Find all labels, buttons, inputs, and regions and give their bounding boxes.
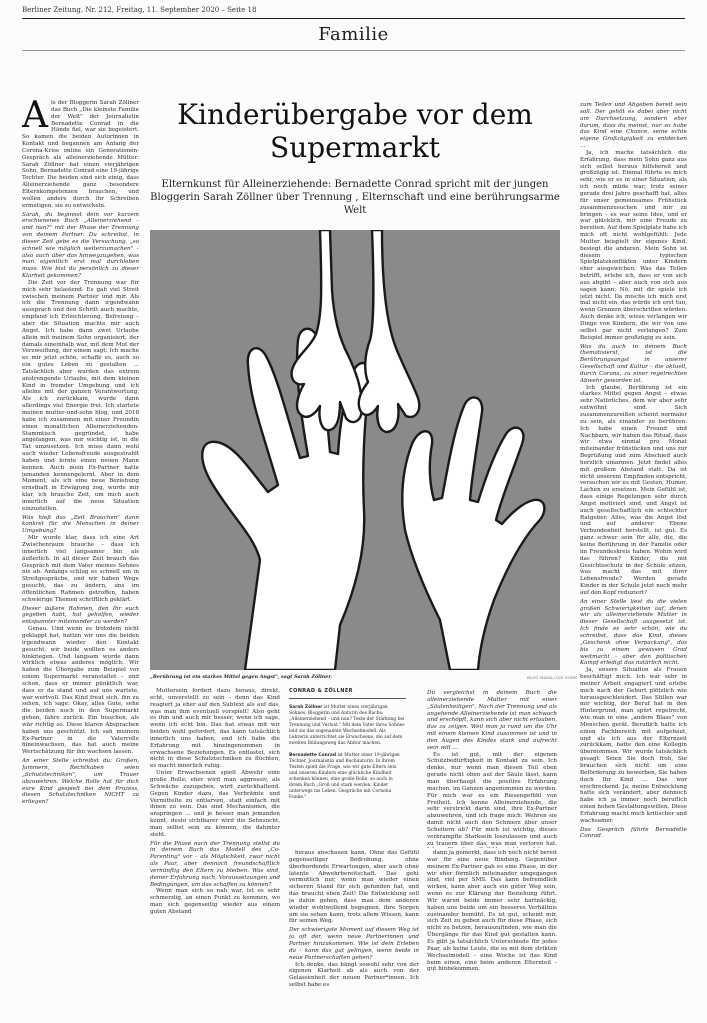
infobox-text: ist Mutter eines vierjährigen Sohnes, Bloggerin und Autorin des Buchs: „Alleinerziehend – und nun? Texte der Stärkung bei Trennung und Verlust." Mit dem Vater ihres Sohnes lebt sie das sogenannte Wechselmodell. Als Lehrerin unterrichtet sie Erwachsene, die auf dem zweiten Bildungsweg das Abitur machen. [289, 705, 405, 746]
photo-caption: „Berührung ist ein starkes Mittel gegen Angst", sagt Sarah Zöllner. [150, 674, 333, 680]
lead-text: ls der Bloggerin Sarah Zöllner das Buch „Die kleinste Familie der Welt" der Journalistin Bernadette Conrad in die Hände fiel, war sie begeistert. So kamen die beiden Autorinnen in Kontakt und begannen am Anfang der Corona-Krise online ein Generationen-Gespräch als alleinerziehende Mütter: Sarah Zöllner hat einen vierjährigen Sohn, Bernadette Conrad eine 19-jährige Tochter. Die beiden sind sich einig, dass Alleinerziehende ganz besondere Elternkompetenzen brauchen, und wollen andere durch ihr Schreiben ermutigen, sie zu entwickeln. [22, 100, 139, 209]
hands-illustration [150, 230, 560, 670]
article-paragraph: Wenn man sich so nah war, ist es sehr schmerzlig, an einen Punkt zu kommen, wo man sich gegenseitig wieder aus einem guten Abstand [150, 888, 280, 915]
article-photo [150, 230, 560, 670]
text-column-6 [580, 100, 687, 1006]
infobox-title: CONRAD & ZÖLLNER [289, 688, 353, 694]
article-paragraph: dann ja gemerkt, dass ich noch nicht bereit war für eine neue Bindung. Gegenüber meinem Ex-Partner gab es eine Phase, in der wir eher förmlich miteinander umgegangen sind, viel per SMS. Das kann befremdlich wirken, kann aber auch ein guter Weg sein, wenn es zur Klärung der Beziehung führt. Wir waren beide immer sehr hartnäckig, haben uns beide um ein besseres Verhältnis zueinander bemüht. Es ist gut, scheint mir, sich Zeit zu geben auch für diese Phase, sich nicht zu hetzen, herauszufinden, wie man die Übergänge für das Kind gut gestalten kann. Es gibt ja tatsächlich Unterschiede für jedes Paar, als keine Leute, die es mit dem strikten Wechselmodell – eine Woche ist das Kind beim einen, eine beim anderen Elternteil – gut hinbekommen. [427, 850, 557, 973]
text-column-1 [22, 100, 139, 1000]
author-infobox [289, 688, 406, 807]
article-paragraph: Ich denke, das hängt sowohl sehr von der eigenen Klarheit ab als auch von der Gelassenheit der neuen Partner*innen. Ich selbst habe es [289, 961, 419, 989]
article-paragraph: Genau. Und wenn es trotzdem nicht geklappt hat, hatten wir uns die beiden irgendwann wieder den Kontakt gesucht, wir beide wollten es anders hinkriegen. Und langsam wurde dann wirklich etwas anderes möglich. Wir haben die Übergabe zum Beispiel vor einem Supermarkt veranstaltet – und schon, dass er immer pünktlich war, dass er da stand und auf uns wartete, war wertvoll. Das Kind freut sich, ihn zu sehen, ich sage: Okay, alles Gute, sehe die beiden noch in den Supermarkt gehen, fahre zurück. Ein bisschen, als wär richtig so. Diese klaren Absprachen haben uns geschützt. Ich sah meinem Ex-Partner in die Vaterrolle hineinwachsen, das hat auch meine Wertschätzung für ihn wachsen lassen. [22, 626, 139, 756]
interview-question: Der schwierigste Moment auf diesem Weg ist ja oft der, wenn neue Partnerinnen und Partner hinzukommen. Wie ist dein Erleben da – kann das gut gelingen, wenn beide in neue Partnerschaften gehen? [289, 927, 419, 961]
photo-credit: BLOG MAMA UND SOHN [527, 675, 578, 680]
interview-question: Für die Phase nach der Trennung stellst du in deinem Buch das Modell des „Co-Parenting" vor – als Möglichkeit, zwar nicht als Paar, aber dennoch freundschaftlich vernünftig den Eltern zu bleiben. Was sind, deiner Erfahrung nach, Voraussetzungen und Bedingungen, um das schaffen zu können? [150, 840, 280, 888]
page-topline: Berliner Zeitung, Nr. 212, Freitag, 11. September 2020 – Seite 18 [22, 6, 257, 14]
article-paragraph: Die Zeit vor der Trennung war für mich sehr belastend. Es gab viel Streit zwischen meinem Partner und mir. Als ich die Trennung dann irgendwann aussprach und den Schritt auch machte, empfand ich Erleichterung, Befreiung – aber die Situation machte mir auch Angst. Ich habe dann zwei Urlaube allein mit meinem Sohn organisiert, der damals eineinhalb war, mit dem Mut der Verzweiflung, der einem sagt: Ich mache es mir jetzt schön, schaffe es, auch so ein gutes Leben zu gestalten … Tatsächlich aber wurden das extrem anstrengende Urlaube, mit dem kleinen Kind in fremder Umgebung und ich alleine mit der ganzen Verantwortung. Als ich zurückkam, wurde dann allerdings viel Energie frei. Ich startete meinen mutter-und-sohn blog, und 2018 habe ich zusammen mit einer Freundin einen monatlichen Alleinerziehenden-Stammtisch gegründet, habe angefangen, was mir wichtig ist, in die Tat umzusetzen. Ich muss dann wohl auch wieder Lebensfreude ausgestrahlt haben und lernte einen neuen Mann kennen. Auch mein Ex-Partner hatte jemanden kennengelernt. Aber in dem Moment, als ich eine neue Beziehung ernsthaft in Erwägung zog, wurde mir klar, ich brauche Zeit, um mich auch innerlich auf die neue Situation einzustellen. [22, 279, 139, 512]
text-column-3 [289, 850, 419, 1006]
infobox-rule [289, 698, 406, 699]
text-column-5 [427, 688, 557, 848]
article-paragraph: Es ist gut, mit der eigenen Schutzbedürftigkeit in Kontakt zu sein. Ich denke, nur wenn man diesen Teil eben gerade nicht oben auf der Säule lässt, kann man überhaupt die positive Erfahrung machen, im Ganzen angenommen zu werden. Für mich war es ein Riesengefühl von Freiheit. Ich kenne Alleinerziehende, die sehr verstrickt darin sind, ihre Ex-Partner abzuwehren, und ich frage mich: Wehren sie damit nicht auch den Schmerz über unser Scheitern ab? Für mich ist wichtig, dieses verkrampfte Starksein loszulassen und auch zu trauern über das, was man verloren hat. [427, 751, 557, 847]
article-paragraph: Unter Erwachsenen spielt Abwehr eine große Rolle; eher wird man aggressiv, als Schwäche zuzugeben, wird zurückhaltend. Gegen Kinder dazu, das Verbrämte und Vermittelte zu entlarven, statt einfach mit ihnen zu sein. Das sind Mechanismen, die anspringen … und je besser man jemanden kennt, desto sichtbarer wird die Sehnsucht, man selbst sein zu können, die dahinter steht. [150, 770, 280, 838]
infobox-entry [289, 705, 406, 747]
article-paragraph: heraus anschauen kann. Ohne das Gefühl gegenseitiger Bedrohung, ohne überbordende Erwartungen, aber auch ohne latente Abwehrbereitschaft. Das geht vermutlich nur, wenn man wieder einen sicheren Stand für sich gefunden hat, und das braucht eben Zeit! Die Entwicklung soll ja dahin gehen, dass man dem anderen wieder wohlwollend begegnen, ihre Sorgen um sie sehen kann, trotz allem Wissen, kann für seinen Weg. [289, 850, 419, 925]
section-rule [22, 50, 685, 51]
article-paragraph: Ja, ich mache tatsächlich die Erfahrung, dass mein Sohn ganz aus sich selbst heraus hilfsbereit und großzügig ist. Einmal führte es mich sehr, wie er es in einer Situation, als ich noch müde war, trotz seiner gerade drei Jahre geschafft hat, alles für unser gemeinsames Frühstück zusammenzusuchen und mir zu bringen – es war seine Idee, und er war glücklich, mir eine Freude zu bereiten. Auf dem Spielplatz habe ich mich oft nicht wohlgefühlt: Jede Mutter beispielt ihr eigenes Kind, besiegt die anderen. Mein Sohn ist diesem typischen Spielplatzkonflikten unter Kindern eher ausgewichen. Was das Teilen betrifft, erlebe ich, dass er von sich aus abgibt – aber auch von sich aus sagen kann: Nö, mit dir spiele ich jetzt nicht. Da mische ich mich erst mal nicht ein, das würde ich erst tun, wenn Grenzen überschritten würden. Auch denke ich, wiese verlangen wir Dinge von Kindern, die wir von uns selbst gar nicht verlangen? Zum Beispiel immer großzügig zu sein. [580, 149, 687, 341]
text-column-2 [150, 688, 280, 1006]
interview-question: Du vergleichst in deinem Buch die alleinerziehende Mutter mit einer „Säulenheiligen". Nach der Trennung und als angehende Alleinerziehende ist man schwach und erschöpft, kann sich aber nicht erlauben, das zu zeigen. Weil man ja rund um die Uhr mit einem kleinen Kind zusammen ist und in den Augen des Kindes stark und aufrecht sein will … [427, 690, 557, 751]
infobox-text: ist Mutter einer 19-jährigen Tochter, Journalistin und Buchautorin. In ihrem Texten spielt die Frage, wie wir gute Eltern sein und unseren Kindern eine glückliche Kindheit schenken können, eine große Rolle, so auch in ihrem Buch „Groß und stark werden. Kinder unterwegs ins Leben. Gespräche mit Cornelia Funke." [289, 753, 400, 800]
interview-question: Was hieß das „Zeit Brauchen" dann konkret für die Menschen in deiner Umgebung? [22, 514, 139, 535]
infobox-name: Bernadette Conrad [289, 753, 337, 758]
text-column-4 [427, 850, 557, 1006]
article-subhead: Elternkunst für Alleinerziehende: Bernadette Conrad spricht mit der jungen Bloggerin Sarah Zöllner über Trennung , Elternschaft und eine berührungsarme Welt [150, 179, 560, 216]
interview-question: Was du auch in deinem Buch thematisierst, ist die Berührungsangst in unserer Gesellschaft und Kultur – die aktuell, durch Corona, zu einer regelrechten Abwehr geworden ist. [580, 343, 687, 384]
infobox-entry [289, 753, 406, 801]
top-rule [22, 18, 685, 19]
interview-question: Dieser äußere Rahmen, den Ihr euch gegeben habt, hat geholfen, wieder entspannter miteinander zu werden? [22, 605, 139, 626]
interview-question: Das Gespräch führte Bernadette Conrad. [580, 826, 687, 840]
article-paragraph: Ich glaube, Berührung ist ein starkes Mittel gegen Angst – etwas sehr Natürliches, dem wir aber sehr entwöhnt sind. Sich zusammenzureißen scheint normaler zu sein, als einander zu berühren. Ich habe einen Freund und Nachbarn, wir haben das Ritual, dass wir etwa einmal pro Monat miteinander frühstücken und uns zur Begrüßung und zum Abschied auch herzlich umarmen. Jetzt findet alles mit großem Abstand statt. Da ist nicht unserem Empfinden entspricht, versuchen wir es mit Gesten, Humor, Lachen zu ersetzen. Mein Gefühl ist, dass einige Regelungen sehr durch Angst motiviert sind, und Angst ist auch gesellschaftlich ein schlechter Ratgeber. Alles, was die Angst löst und auf anderer Ebene Verbundenheit herstellt, ist gut. Es ganz schwer sein für alle, die, die keine Berührung in der Familie oder im Freundeskreis haben. Wohin wird das führen? Kinder, die mit Gesichtsschutz in der Schule sitzen, was macht das mit ihrer Lebensfreude? Werden gerade Kinder in der Schule jetzt noch mehr auf den Kopf reduziert? [580, 384, 687, 596]
section-title: Familie [318, 24, 389, 45]
infobox-name: Sarah Zöllner [289, 705, 323, 710]
interview-question: zum Teilen und Abgeben bereit sein soll. Der gehöt es dabei aber nicht um Durchsetzung, sondern eher darum, dass du meinst, nur so habe das Kind eine Chance, seine echte eigene Großzügigkeit zu entdecken … [580, 102, 687, 150]
article-paragraph: Ja, unsere Situation als Frauen beschäftigt mich. Ich war sehr in meiner Arbeit engagiert und erlebe mich nach der Geburt plötzlich wie herausgeschleudert. Das Stillen war mir wichtig, der Beruf hat in den Hintergrund, man spürt regelrecht, wie man in eine „andere Blase" von Menschen gerät. Beruflich hatte ich einen Fachbereich mit aufgebaut, und als ich aus der Elternzeit zurückkam, hatte den eine Kollegin übernommen. Wir wurde tatsächlich gesagt: Seien Sie doch froh, Sie brauchen sich nicht um eine Beförderung zu bewerben, Sie haben doch Ihr Kind … Das war erschreckend. Ja, meine Entwicklung hatte sich verändert, aber dennoch habe ich ja immer noch beruflich einen hohen Gestaltungswillen. Diese Erfahrung macht mich kritischer und wachsamer. [580, 667, 687, 824]
article-paragraph: Mir wurde klar, dass ich eine Art Zwischenraum brauche – dass ich innerlich viel langsamer bin als äußerlich. In all dieser Zeit brauch das Gespräch mit dem Vater meines Sohnes nie ab. Anfangs schlug es schnell um in Streitgespräche, und wir haben Wege gesucht, das zu ändern, uns im öffentlichen Rahmen getroffen, haben schwierige Themen schriftlich geklärt. [22, 535, 139, 603]
article-headline: Kinderübergabe vor dem Supermarkt [177, 98, 533, 164]
interview-question: An einer Stelle liest du die vielen großen Schwierigkeiten auf, denen wir als alleinerziehende Mutter in dieser Gesellschaft ausgesetzt ist. Ich finde es sehr schön, wie du schreibst, dass das Kind, dieses „Geschenk ohne Verpackung", das bis zu einem gewissen Grad weitmacht – aber den politischen Kampf erledigt das natürlich nicht. [580, 598, 687, 667]
article-paragraph: Muttersein fordert dazu heraus, direkt, echt, unverstellt zu sein – denn das Kind reagiert ja eher auf den Subtext als auf das, was man ihm eventuell vorspielt! Also geht es ihm und auch mir besser, wenn ich sage, wenn ich echt bin. Das hat etwas mit wir beiden wohl gefordert, das kann tatsächlich innerlich uns haben, und ich habe die Erfahrung mit hineingenommen in erwachsene Beziehungen. Es entlastet, sich nicht in diese Schutztechniken zu flüchten, es macht innerlich ruhig. [150, 688, 280, 770]
article-paragraph [22, 100, 139, 210]
drop-cap: A [22, 100, 48, 136]
interview-question: Sarah, du beginnst dein vor kurzem erschienenes Buch „Alleinerziehend – und nun?" mit der Phase der Trennung von deinem Partner. Du schreibst, in dieser Zeit gebe es die Versuchung, „so schnell wie möglich weiterzumachen" – also auch über das hinwegzugehen, was man eigentlich erst mal durchleben muss. Wie bist du persönlich zu dieser Klarheit gekommen? [22, 211, 139, 280]
interview-question: An einer Stelle schreibst du: Großen, Jammern, Rechthaben seien „Schutztechniken", um Trauer abzuwehren. Welche Rolle hat für dich eure Kind gespielt bei dem Prozess, diesen Schutztechniken NICHT zu erliegen? [22, 758, 139, 806]
